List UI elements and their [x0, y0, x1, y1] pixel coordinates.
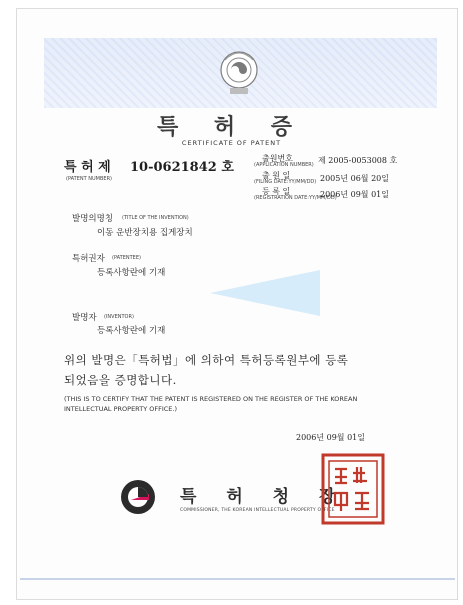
- bottom-border-line: [20, 578, 455, 580]
- certificate-title: 특 허 증: [156, 115, 307, 140]
- patentee-label-en: (PATENTEE): [112, 255, 141, 261]
- patent-number: 10-0621842 호: [130, 160, 234, 175]
- kipo-logo-icon: [119, 478, 157, 516]
- filing-date: 2005년 06월 20일: [320, 174, 389, 183]
- filing-date-label-en: (FILING DATE:YY/MM/DD): [254, 179, 317, 185]
- declaration-english-1: (THIS IS TO CERTIFY THAT THE PATENT IS REGISTERED ON THE REGISTER OF THE KOREAN: [64, 395, 358, 403]
- invention-title-label-en: (TITLE OF THE INVENTION): [122, 215, 189, 221]
- registration-date: 2006년 09월 01일: [320, 190, 389, 199]
- declaration-line-2: 되었음을 증명합니다.: [64, 373, 177, 387]
- patentee-label: 특허권자: [72, 254, 105, 264]
- invention-title-label: 발명의명칭: [72, 214, 114, 224]
- registration-date-label: 등 록 일: [262, 187, 291, 196]
- declaration-line-1: 위의 발명은「특허법」에 의하여 특허등록원부에 등록: [64, 353, 349, 367]
- patent-label-en: (PATENT NUMBER): [66, 176, 113, 182]
- declaration-english-2: INTELLECTUAL PROPERTY OFFICE.): [64, 405, 177, 413]
- agency-name: 특 허 청 장: [180, 487, 348, 507]
- national-emblem-icon: [217, 48, 261, 98]
- agency-name-en: COMMISSIONER, THE KOREAN INTELLECTUAL PROPERTY OFFICE: [180, 508, 335, 513]
- certificate-subtitle: CERTIFICATE OF PATENT: [181, 139, 282, 147]
- application-number-label: 출원번호: [262, 154, 293, 163]
- application-number-label-en: (APPLICATION NUMBER): [254, 162, 314, 168]
- filing-date-label: 출 원 일: [262, 171, 291, 180]
- decorative-light-triangle: [210, 270, 320, 316]
- patent-label: 특 허 제: [64, 160, 111, 175]
- application-number: 제 2005-0053008 호: [318, 156, 398, 165]
- inventor-value: 등록사항란에 기재: [97, 326, 166, 336]
- issue-date: 2006년 09월 01일: [296, 433, 365, 442]
- patentee-value: 등록사항란에 기재: [97, 268, 166, 278]
- inventor-label: 발명자: [72, 313, 97, 323]
- official-seal-icon: [321, 453, 385, 525]
- registration-date-label-en: (REGISTRATION DATE:YY/MM/DD): [254, 195, 337, 201]
- invention-title-value: 이동 운반장치용 집게장치: [97, 228, 193, 238]
- inventor-label-en: (INVENTOR): [104, 314, 134, 320]
